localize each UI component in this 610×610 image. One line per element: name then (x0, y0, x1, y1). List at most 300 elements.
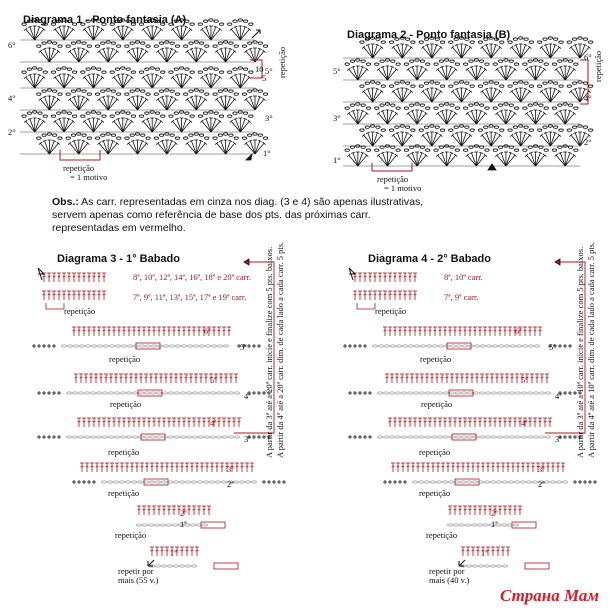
d2-band-chain (350, 60, 354, 62)
d3-row2-treble-bar (218, 421, 221, 422)
d3-row5-treble-bar (181, 550, 184, 551)
d4-chain1-ch (492, 392, 497, 394)
d4-top-treble-bar (384, 276, 387, 277)
d1-band-stitch (35, 77, 44, 88)
d2-band-chain (420, 146, 424, 148)
d3-row1-treble-bar (90, 377, 93, 378)
d2-band-chain (583, 126, 587, 128)
d2-band-chain (419, 129, 423, 131)
d4-row3-treble-bar (427, 466, 430, 467)
d3-chain2-ch (85, 436, 90, 438)
d3-chain1-ch (199, 392, 204, 394)
d1-band-stitch (191, 141, 196, 154)
d4-row4-treble-bar (459, 509, 462, 510)
d1-band-chain (238, 19, 242, 21)
d3-chain0-ch (200, 345, 205, 347)
d1-band-chain (130, 90, 134, 92)
d2-band-stitch (417, 111, 422, 124)
d4-chain1-ch (420, 392, 425, 394)
d1-band-chain (125, 45, 129, 47)
d2-band-stitch (472, 111, 477, 124)
d1-band-chain (72, 71, 76, 73)
d1-band-chain (32, 111, 36, 113)
d1-band-chain (43, 115, 47, 117)
d2-band-stitch (506, 155, 515, 166)
d4-row3-treble-bar (477, 466, 480, 467)
d1-band-chain (234, 93, 238, 95)
d1-band-chain (218, 90, 222, 92)
d4-chain5-ch (485, 565, 490, 567)
d3-chain2-ch (157, 436, 162, 438)
d2-band-stitch (349, 69, 358, 80)
d2-band-chain (583, 38, 587, 40)
d4-repeat-4: repetição (419, 488, 451, 498)
d2-band-chain (434, 63, 438, 65)
d2-band-stitch (565, 69, 574, 80)
d3-row0-treble-bar (153, 330, 156, 331)
d1-band-stitch (158, 51, 167, 62)
d3-even-rows: 8ª, 10ª, 12ª, 14ª, 16ª, 18ª e 20ª carr. (133, 272, 251, 282)
d1-band-chain (77, 89, 81, 91)
d4-chain2-ch (486, 436, 491, 438)
d3-row3-treble-bar (221, 466, 224, 467)
d2-band-stitch (447, 153, 452, 166)
d2-band-chain (370, 125, 374, 127)
d4-top2-treble-bar (394, 294, 397, 295)
d2-band-chain (478, 129, 482, 131)
d3-row2-treble-bar (163, 421, 166, 422)
d4-row0-treble-bar (394, 330, 397, 331)
d3-top-treble-bar (78, 276, 81, 277)
d2-band-stitch (402, 45, 407, 58)
d3-chain3-ch (204, 481, 209, 483)
d2-band-stitch (457, 45, 462, 58)
d2-band-chain (435, 82, 439, 84)
d2-band-stitch (427, 133, 432, 146)
d2-band-stitch (531, 111, 536, 124)
d2-band-chain (514, 149, 518, 151)
d4-top-treble-bar (359, 276, 362, 277)
d2-band-stitch (497, 113, 506, 124)
d4-chain2-ch (408, 436, 413, 438)
d2-band-chain (559, 85, 563, 87)
d1-band-stitch (108, 99, 117, 110)
d2-band-chain (568, 60, 572, 62)
d4-chain0-ch (403, 345, 408, 347)
d1-band-chain (170, 134, 174, 136)
d1-band-stitch (35, 119, 40, 132)
d3-row3-treble-bar (171, 466, 174, 467)
d2-band-chain (366, 107, 370, 109)
d4-row0-treble-bar (509, 330, 512, 331)
d1-band-stitch (49, 51, 58, 62)
d2-row-6: 6° (584, 52, 592, 62)
d1-band-chain (38, 68, 42, 70)
d2-band-chain (529, 85, 533, 87)
d4-row2-treble-bar (534, 421, 537, 422)
d1-band-chain (111, 134, 115, 136)
d3-chain3-ch (138, 481, 143, 483)
d4-top2-treble-bar (389, 294, 392, 295)
d1-band-stitch (129, 51, 138, 62)
d4-row1-treble-bar (426, 377, 429, 378)
d2-band-chain (465, 126, 469, 128)
d1-band-stitch (108, 141, 113, 154)
d4-row4-treble-bar (474, 509, 477, 510)
d4-row4-treble-bar (499, 509, 502, 510)
d3-chain0-ch (86, 345, 91, 347)
d4-row1-treble-bar (486, 377, 489, 378)
d1-band-chain (67, 112, 71, 114)
d1-band-chain (110, 115, 114, 117)
d3-chain3-ch (186, 481, 191, 483)
d4-chain3-ch (491, 481, 496, 483)
d2-band-stitch (358, 153, 363, 166)
d1-band-stitch (173, 29, 182, 40)
d4-chain0-ch (457, 345, 462, 347)
d2-band-stitch (486, 45, 491, 58)
d3-row0-treble-bar (73, 330, 76, 331)
d4-chain1-ch (534, 392, 539, 394)
d1-band-chain (228, 115, 232, 117)
d2-band-stitch (521, 47, 530, 58)
d2-band-chain (539, 60, 543, 62)
d2-band-stitch (453, 135, 462, 146)
d3-row1-treble-bar (175, 377, 178, 378)
d1-band-stitch (79, 97, 84, 110)
d4-row4-treble-bar (504, 509, 507, 510)
d3-row3-treble-bar (246, 466, 249, 467)
d1-band-chain (42, 90, 46, 92)
d4-row0-treble-bar (479, 330, 482, 331)
d2-band-chain (455, 107, 459, 109)
d3-row1-treble-bar (145, 377, 148, 378)
d1-band-chain (106, 89, 110, 91)
d1-band-stitch (167, 143, 176, 154)
d1-band-stitch (59, 27, 64, 40)
d4-chain0-ch (535, 345, 540, 347)
d4-chain3-ch (533, 481, 538, 483)
d3-row-4: 4ª (210, 418, 217, 428)
d3-chain2-ch (169, 436, 174, 438)
d2-band-stitch (491, 45, 496, 58)
d2-band-stitch (550, 135, 559, 146)
d1-band-stitch (221, 141, 226, 154)
d3-row2-treble-bar (238, 421, 241, 422)
d2-band-chain (405, 126, 409, 128)
d1-band-stitch (147, 119, 152, 132)
d2-band-stitch (571, 91, 580, 102)
d2-band-chain (389, 41, 393, 43)
d2-band-chain (345, 63, 349, 65)
d1-band-stitch (35, 27, 40, 40)
d4-chain3-ch (473, 481, 478, 483)
d1-band-stitch (231, 29, 240, 40)
d4-top-treble-bar (394, 276, 397, 277)
d1-band-chain (233, 68, 237, 70)
d4-top-treble-bar (364, 276, 367, 277)
d4-chain0-ch (409, 345, 414, 347)
d1-band-chain (27, 112, 31, 114)
d1-band-chain (199, 134, 203, 136)
d2-band-stitch (536, 155, 545, 166)
d4-chain3-ch (563, 481, 568, 483)
d3-top2-treble-bar (48, 294, 51, 295)
d1-band-stitch (206, 75, 211, 88)
d4-repeat-2: repetição (421, 399, 453, 409)
d4-chain1-ch (408, 392, 413, 394)
d3-repeat-4: repetição (108, 488, 140, 498)
d1-band-chain (117, 93, 121, 95)
d4-chain2-ch (438, 436, 443, 438)
d4-footer-b: mais (40 v.) (429, 575, 470, 585)
d2-band-stitch (512, 47, 521, 58)
d2-row-4: 4° (584, 93, 592, 103)
d2-band-chain (391, 104, 395, 106)
d4-chain2-ch (402, 436, 407, 438)
d1-band-chain (161, 23, 165, 25)
d1-band-chain (165, 133, 169, 135)
d1-band-chain (219, 115, 223, 117)
d1-band-stitch (231, 77, 240, 88)
d2-band-stitch (491, 135, 500, 146)
d2-band-chain (498, 60, 502, 62)
d4-row2-treble-bar (454, 421, 457, 422)
d3-chain1-ch (73, 392, 78, 394)
d1-band-chain (203, 68, 207, 70)
d2-band-stitch (447, 69, 456, 80)
d3-rep-box1 (138, 390, 162, 396)
d3-top-treble-bar (63, 276, 66, 277)
d3-row-3: 3ª (227, 464, 234, 474)
d2-band-chain (484, 126, 488, 128)
d3-row3-treble-bar (91, 466, 94, 467)
d4-row0-treble-bar (489, 330, 492, 331)
d3-row0-treble-bar (108, 330, 111, 331)
d1-band-chain (165, 89, 169, 91)
d1-band-stitch (255, 97, 260, 110)
d1-band-chain (263, 45, 267, 47)
d4-row2-treble-bar (549, 421, 552, 422)
d1-band-chain (71, 42, 75, 44)
d2-band-stitch (501, 67, 506, 80)
d4-row-5b: 5ª (549, 342, 556, 352)
d3-row2-treble-bar (123, 421, 126, 422)
d4-row3-treble-bar (467, 466, 470, 467)
d3-row0-treble-bar (163, 330, 166, 331)
d3-row2-treble-bar (153, 421, 156, 422)
d2-band-chain (440, 41, 444, 43)
d3-chain0-ch (116, 345, 121, 347)
d3-row3-treble-bar (216, 466, 219, 467)
d2-band-stitch (397, 133, 402, 146)
d3-row1-treble-bar (185, 377, 188, 378)
d4-chain2-ch (456, 436, 461, 438)
d4-row1-treble-bar (411, 377, 414, 378)
d4-row0-treble-bar (424, 330, 427, 331)
d1-band-chain (209, 19, 213, 21)
d3-row1-treble-bar (195, 377, 198, 378)
d2-band-chain (548, 81, 552, 83)
d2-band-stitch (506, 67, 511, 80)
d3-chain3-ch (216, 481, 221, 483)
d4-chain3-ch (443, 481, 448, 483)
d1-band-chain (62, 111, 66, 113)
d4-row4-treble-bar (469, 509, 472, 510)
d4-chain0-ch (493, 345, 498, 347)
d2-band-stitch (432, 47, 441, 58)
d1-band-stitch (217, 51, 226, 62)
d4-row0-treble-bar (534, 330, 537, 331)
d1-band-stitch (167, 51, 176, 62)
d1-band-stitch (167, 49, 172, 62)
d1-band-stitch (49, 143, 58, 154)
d2-band-chain (544, 107, 548, 109)
d2-band-stitch (482, 135, 491, 146)
d1-band-chain (218, 42, 222, 44)
d4-row1-treble-bar (491, 377, 494, 378)
d3-chain1-ch (127, 392, 132, 394)
d3-chain2-ch (199, 436, 204, 438)
d4-chain0-ch (481, 345, 486, 347)
d2-band-stitch (486, 89, 491, 102)
d2-band-chain (539, 146, 543, 148)
d1-band-chain (71, 90, 75, 92)
d3-top-treble-bar (83, 276, 86, 277)
d2-band-stitch (506, 153, 511, 166)
d3-chain0-ch (206, 345, 211, 347)
d2-band-chain (361, 146, 365, 148)
d4-row1-treble-bar (506, 377, 509, 378)
d3-chain2-ch (103, 436, 108, 438)
d1-band-chain (150, 111, 154, 113)
d2-band-chain (361, 104, 365, 106)
d2-band-stitch (353, 67, 358, 80)
d1-band-stitch (196, 143, 205, 154)
d3-chain1-ch (169, 392, 174, 394)
d2-band-stitch (423, 47, 432, 58)
d4-row3-treble-bar (432, 466, 435, 467)
d3-top-treble-bar (103, 276, 106, 277)
d3-row1-treble-bar (75, 377, 78, 378)
d3-row0-treble-bar (213, 330, 216, 331)
d4-top2-treble-bar (364, 294, 367, 295)
d3-row1-treble-bar (235, 377, 238, 378)
d2-band-stitch (349, 155, 358, 166)
d1-band-stitch (108, 51, 117, 62)
d1-side-label: repetição (277, 46, 287, 78)
d3-chain3-ch (108, 481, 113, 483)
d4-row0-treble-bar (494, 330, 497, 331)
d4-top-treble-bar (389, 276, 392, 277)
d1-band-chain (130, 42, 134, 44)
d1-band-chain (169, 115, 173, 117)
d3-row3-treble-bar (126, 466, 129, 467)
d1-row-3: 3° (265, 113, 273, 123)
d2-band-stitch (571, 47, 580, 58)
d1-band-stitch (45, 141, 50, 154)
d3-top-treble-bar (68, 276, 71, 277)
d2-band-stitch (349, 113, 358, 124)
d3-row1-treble-bar (160, 377, 163, 378)
d2-band-stitch (501, 153, 506, 166)
d2-band-stitch (512, 135, 521, 146)
d2-band-chain (463, 107, 467, 109)
d2-band-stitch (462, 91, 471, 102)
d4-row5-treble-bar (462, 550, 465, 551)
d2-band-chain (356, 59, 360, 61)
d4-chain5-ch (491, 565, 496, 567)
d3-top-treble-bar (58, 276, 61, 277)
d4-top-treble-bar (354, 276, 357, 277)
d3-row0-treble-bar (228, 330, 231, 331)
d1-row-2: 2° (8, 127, 16, 137)
d3-repeat-1: repetição (109, 354, 141, 364)
d1-band-stitch (30, 119, 35, 132)
d2-band-stitch (512, 91, 521, 102)
d2-band-stitch (412, 67, 417, 80)
d2-band-chain (559, 129, 563, 131)
d2-band-stitch (497, 155, 506, 166)
d2-band-stitch (521, 89, 526, 102)
d4-chain0-ch (475, 345, 480, 347)
d2-repeat-bracket (372, 163, 412, 171)
d3-row2-treble-bar (173, 421, 176, 422)
d2-band-stitch (358, 67, 363, 80)
d1-band-chain (175, 93, 179, 95)
d4-side-arrow (555, 259, 560, 265)
d3-row-2b: 2ª (227, 479, 234, 489)
d2-band-chain (574, 107, 578, 109)
d4-top-arrow (349, 268, 355, 280)
d2-band-chain (380, 60, 384, 62)
d2-band-stitch (442, 153, 447, 166)
d3-top2-treble-bar (58, 294, 61, 295)
d2-band-stitch (402, 135, 411, 146)
d1-band-chain (155, 112, 159, 114)
d3-row2-treble-bar (88, 421, 91, 422)
d1-band-chain (205, 137, 209, 139)
d3-row1-treble-bar (110, 377, 113, 378)
d3-chain1-ch (85, 392, 90, 394)
d1-band-stitch (49, 141, 54, 154)
d3-chain4-ch (143, 524, 148, 526)
d2-band-chain (578, 125, 582, 127)
d1-band-chain (58, 45, 62, 47)
d2-band-stitch (556, 155, 565, 166)
d1-band-stitch (103, 141, 108, 154)
d3-top-treble-bar (88, 276, 91, 277)
d1-band-stitch (138, 99, 147, 110)
d3-row4-treble-bar (168, 509, 171, 510)
d1-band-chain (102, 115, 106, 117)
d1-band-chain (86, 112, 90, 114)
d3-row0-treble-bar (83, 330, 86, 331)
d3-row1-treble-bar (130, 377, 133, 378)
d1-band-chain (185, 112, 189, 114)
d3-row1-treble-bar (205, 377, 208, 378)
d4-row2-treble-bar (539, 421, 542, 422)
d1-band-chain (117, 137, 121, 139)
d1-band-stitch (64, 27, 69, 40)
d2-band-chain (449, 85, 453, 87)
d1-band-chain (169, 23, 173, 25)
d1-band-stitch (118, 27, 123, 40)
d3-chain2-ch (91, 436, 96, 438)
d2-band-chain (459, 81, 463, 83)
d1-band-stitch (129, 143, 138, 154)
d4-even-rows: 8ª, 10ª carr. (444, 272, 483, 282)
